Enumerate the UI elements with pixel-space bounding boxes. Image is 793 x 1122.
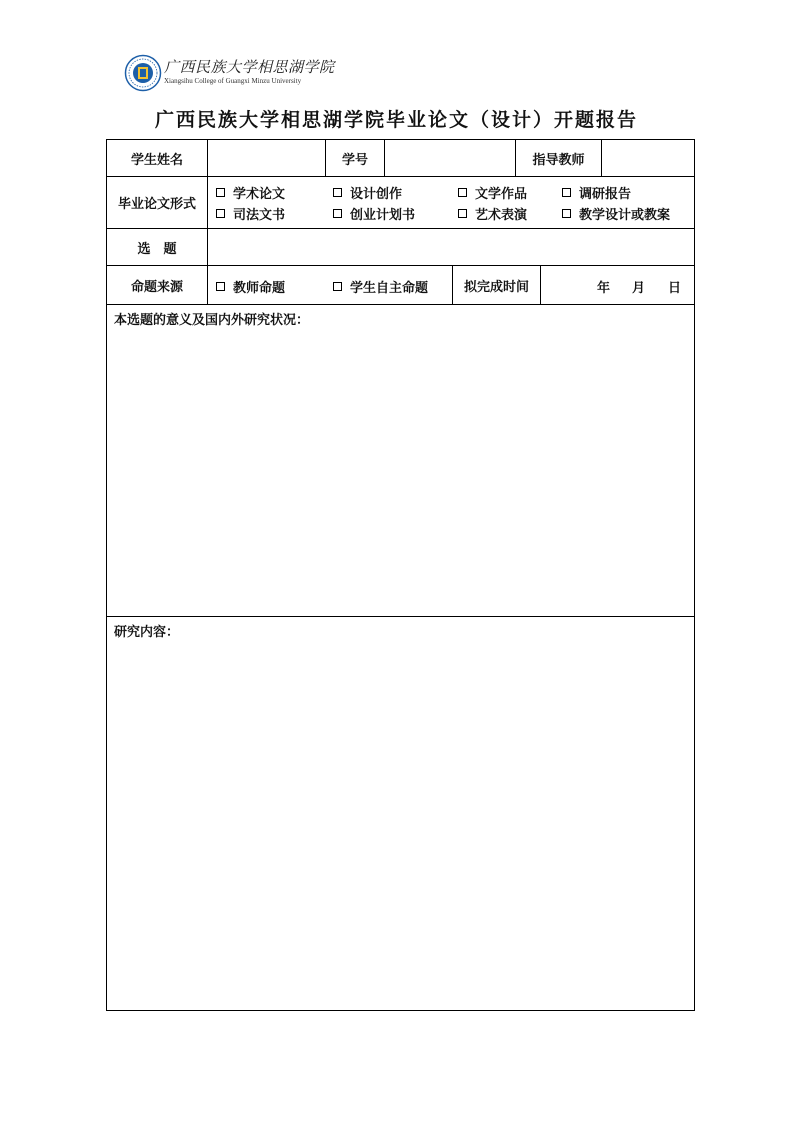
advisor-field[interactable] bbox=[602, 140, 694, 176]
option-label: 艺术表演 bbox=[475, 208, 528, 223]
checkbox-icon[interactable] bbox=[216, 282, 225, 291]
thesis-form-option[interactable] bbox=[216, 204, 285, 223]
thesis-form-label: 毕业论文形式 bbox=[117, 197, 196, 212]
thesis-form-option[interactable] bbox=[562, 204, 670, 223]
topic-field[interactable] bbox=[208, 229, 694, 265]
month-label: 月 bbox=[632, 281, 646, 296]
student-id-field[interactable] bbox=[385, 140, 515, 176]
document-title: 广西民族大学相思湖学院毕业论文（设计）开题报告 bbox=[154, 109, 638, 131]
checkbox-icon[interactable] bbox=[333, 209, 342, 218]
checkbox-icon[interactable] bbox=[216, 209, 225, 218]
deadline-label: 拟完成时间 bbox=[463, 279, 529, 295]
college-seal-icon bbox=[124, 54, 162, 92]
day-label: 日 bbox=[668, 281, 682, 296]
college-name-cn: 广西民族大学相思湖学院 bbox=[164, 58, 335, 76]
option-label: 学生自主命题 bbox=[350, 281, 429, 296]
option-label: 司法文书 bbox=[233, 208, 286, 223]
checkbox-icon[interactable] bbox=[216, 188, 225, 197]
thesis-form-option[interactable] bbox=[562, 183, 631, 202]
thesis-form-option[interactable] bbox=[216, 183, 285, 202]
checkbox-icon[interactable] bbox=[458, 209, 467, 218]
college-logo bbox=[124, 54, 335, 94]
column-divider bbox=[540, 265, 541, 304]
row-divider bbox=[107, 616, 694, 617]
topic-label: 选 题 bbox=[137, 241, 177, 257]
research-content-field[interactable] bbox=[108, 640, 694, 1010]
option-label: 设计创作 bbox=[350, 187, 403, 202]
college-name-en: Xiangsihu College of Guangxi Minzu University bbox=[164, 77, 302, 85]
topic-source-label: 命题来源 bbox=[130, 279, 183, 295]
option-label: 教师命题 bbox=[233, 281, 286, 296]
option-label: 调研报告 bbox=[579, 187, 632, 202]
option-label: 学术论文 bbox=[233, 187, 286, 202]
student-id-label: 学号 bbox=[341, 152, 368, 168]
thesis-form-option[interactable] bbox=[458, 183, 527, 202]
significance-label: 本选题的意义及国内外研究状况： bbox=[114, 313, 310, 328]
option-label: 文学作品 bbox=[475, 187, 528, 202]
student-name-label: 学生姓名 bbox=[130, 152, 183, 168]
topic-source-option[interactable] bbox=[216, 277, 285, 296]
checkbox-icon[interactable] bbox=[333, 188, 342, 197]
thesis-form-option[interactable] bbox=[333, 183, 402, 202]
research-content-label: 研究内容： bbox=[114, 625, 180, 640]
checkbox-icon[interactable] bbox=[333, 282, 342, 291]
year-label: 年 bbox=[597, 281, 611, 296]
option-label: 创业计划书 bbox=[350, 208, 416, 223]
option-label: 教学设计或教案 bbox=[579, 208, 671, 223]
thesis-form-option[interactable] bbox=[333, 204, 415, 223]
thesis-form-option[interactable] bbox=[458, 204, 527, 223]
topic-source-option[interactable] bbox=[333, 277, 428, 296]
student-name-field[interactable] bbox=[208, 140, 325, 176]
row-divider bbox=[107, 304, 694, 305]
checkbox-icon[interactable] bbox=[562, 209, 571, 218]
significance-field[interactable] bbox=[108, 328, 694, 615]
checkbox-icon[interactable] bbox=[562, 188, 571, 197]
advisor-label: 指导教师 bbox=[532, 152, 585, 168]
checkbox-icon[interactable] bbox=[458, 188, 467, 197]
proposal-form bbox=[106, 139, 695, 1011]
